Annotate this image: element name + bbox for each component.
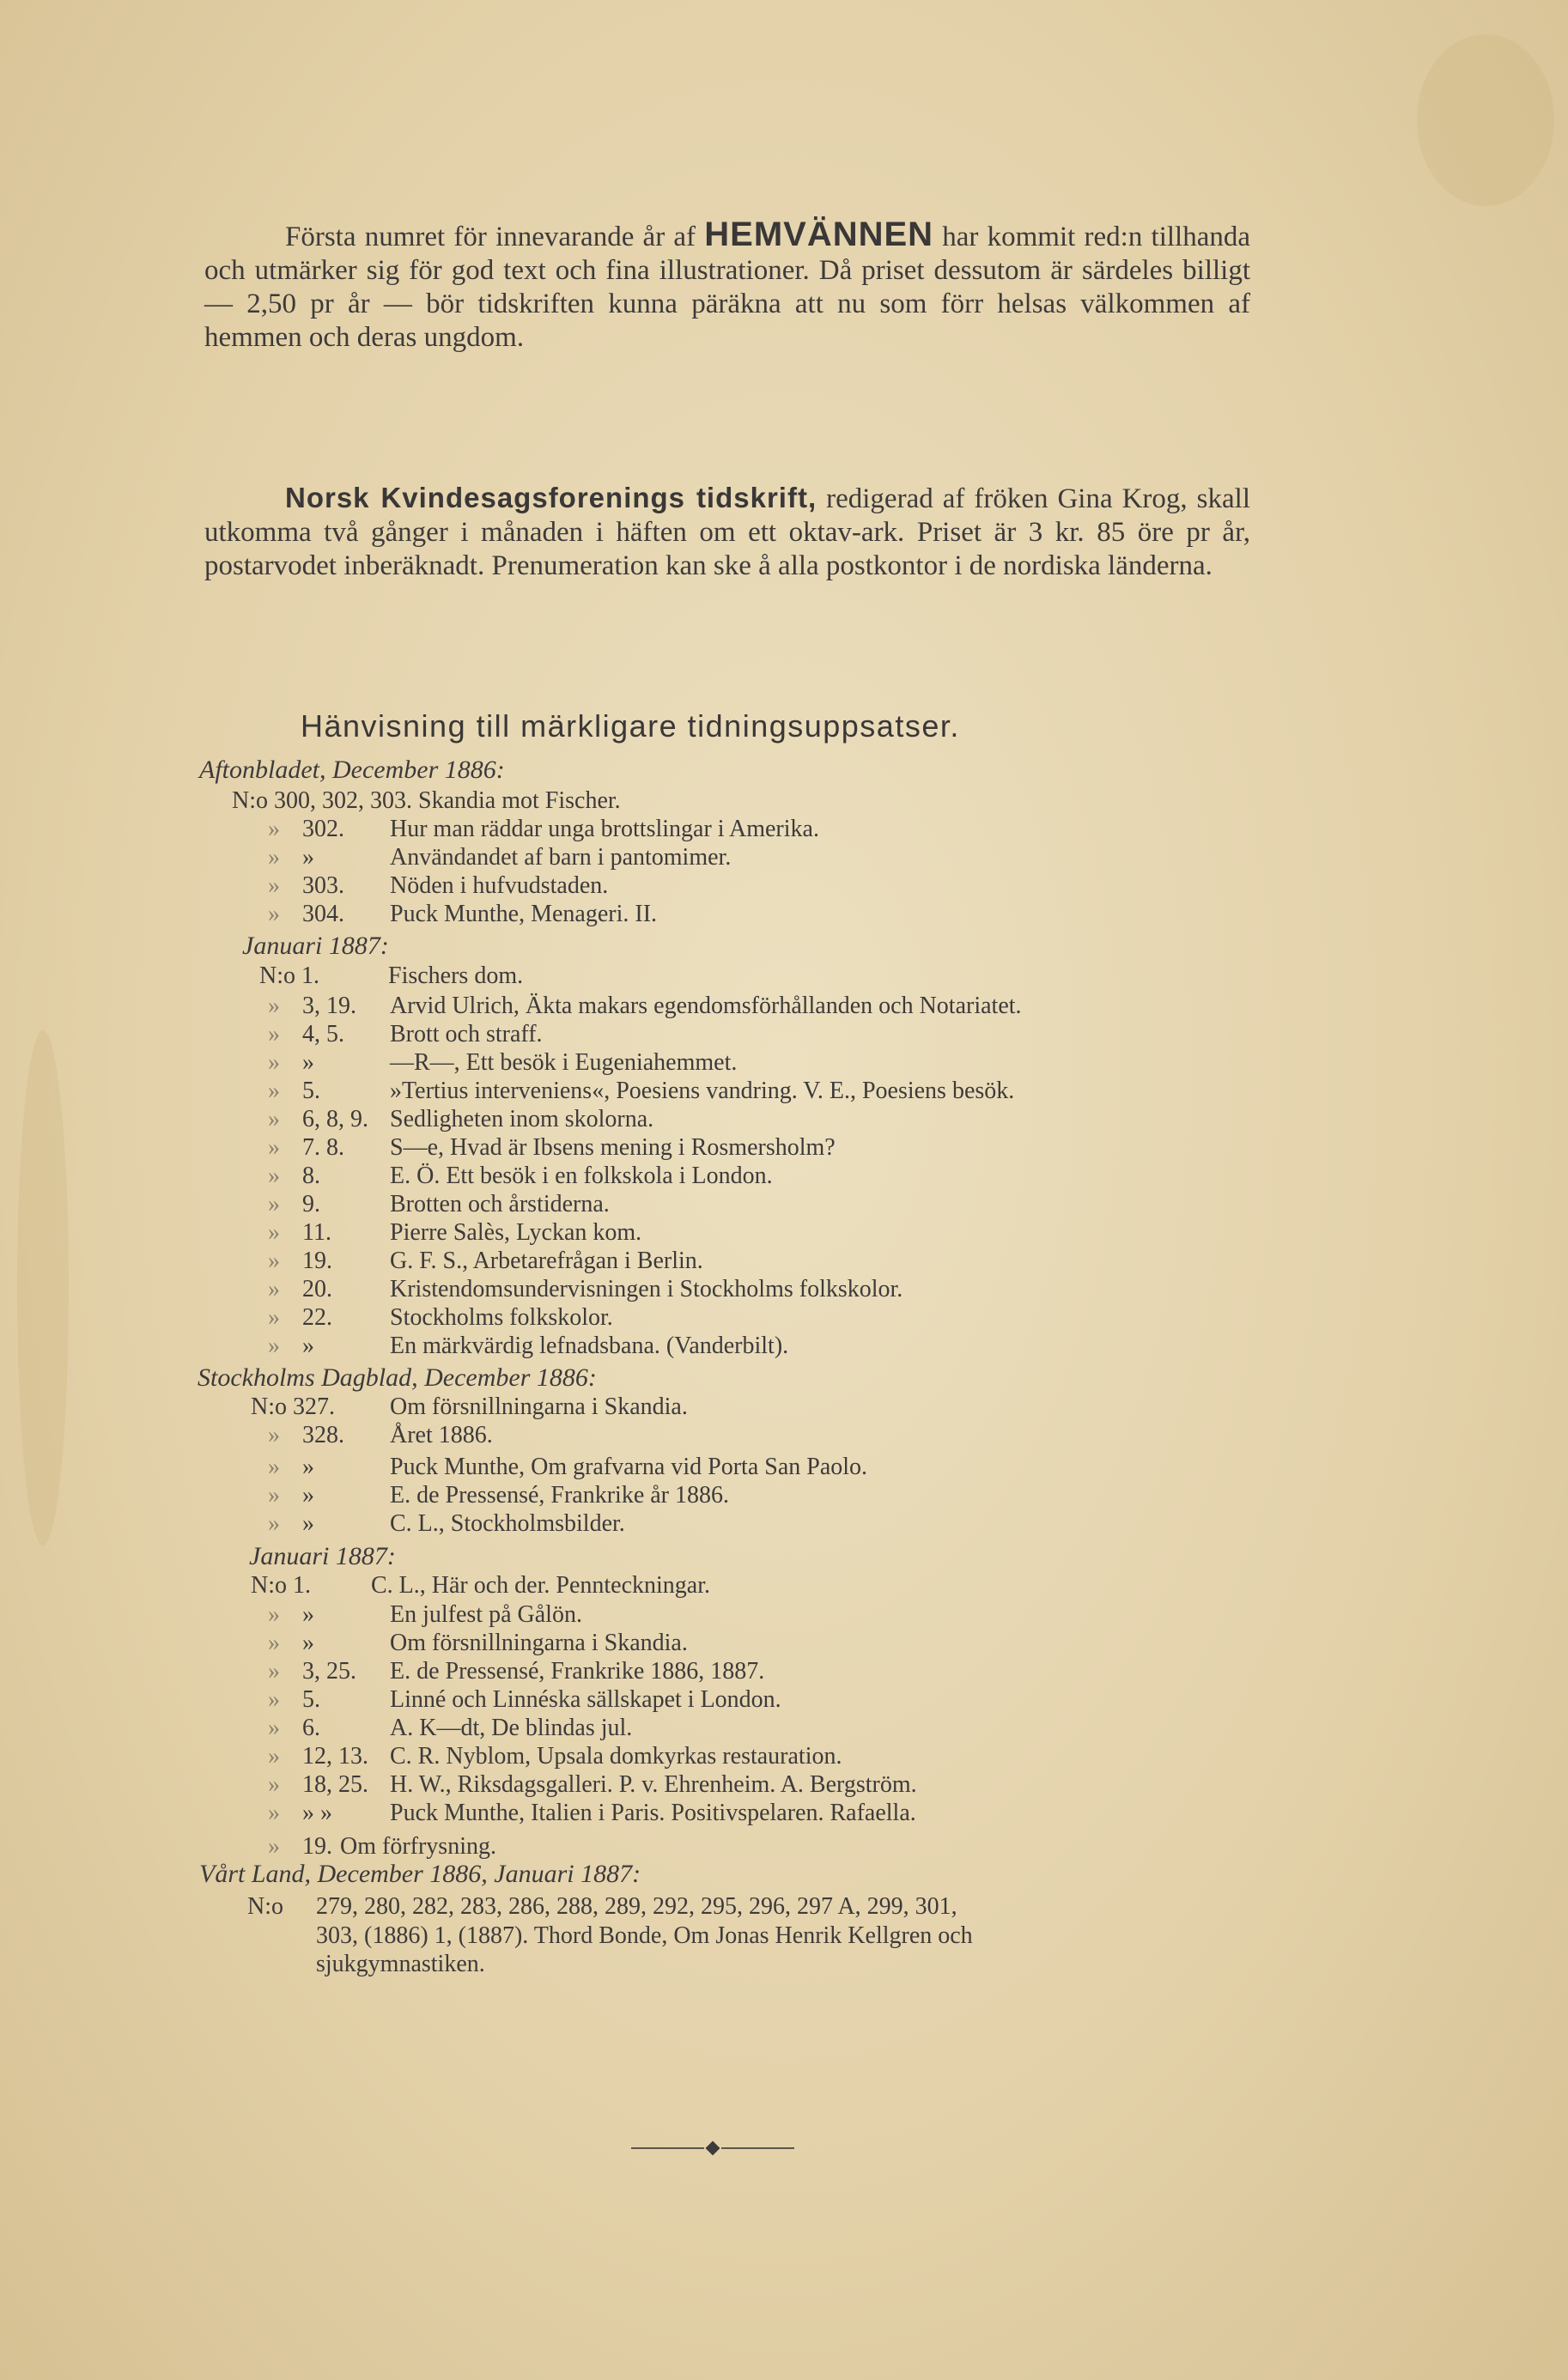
list-item <box>268 1107 653 1132</box>
list-item <box>268 1078 1014 1104</box>
section-heading: Hänvisning till märkligare tidningsuppsatser. <box>301 708 960 744</box>
section-aftonbladet: Aftonbladet, December 1886: <box>199 756 505 784</box>
entry-num: 8. <box>302 1163 320 1189</box>
entry-num: N:o 327. <box>251 1393 335 1420</box>
ditto-mark: » <box>268 1078 280 1104</box>
ditto-mark: » <box>268 1333 280 1359</box>
norsk-title: Norsk Kvindesagsforenings tidskrift, <box>285 482 817 513</box>
entry-num: 6. <box>302 1715 320 1741</box>
ditto-mark: » <box>268 1510 280 1537</box>
para1-body: kommit red:n tillhanda och utmärker sig för god text och fina illustrationer. Då priset dessutom är särdeles billigt — 2,50 pr år — bör tidskriften kunna päräkna att nu som förr helsas välkommen af hemmen och deras ungdom. <box>204 222 1251 353</box>
rule-line <box>721 2147 794 2149</box>
paper-stain <box>1417 34 1554 206</box>
ditto-mark: » <box>268 872 280 899</box>
entry-text: E. de Pressensé, Frankrike år 1886. <box>390 1482 730 1509</box>
entry-text: Brott och straff. <box>390 1021 543 1047</box>
entry-text: Nöden i hufvudstaden. <box>390 872 609 899</box>
list-item <box>268 902 657 927</box>
entry-num: 5. <box>302 1686 320 1713</box>
hemvannen-paragraph <box>204 218 1250 355</box>
entry-text: A. K—dt, De blindas jul. <box>390 1715 633 1741</box>
entry-num: » <box>302 1601 314 1628</box>
ditto-mark: » <box>268 1422 280 1448</box>
entry-text: Om försnillningarna i Skandia. <box>390 1393 688 1420</box>
ditto-mark: » <box>268 1833 280 1860</box>
ditto-mark: » <box>268 901 280 927</box>
entry-text: Puck Munthe, Menageri. II. <box>390 901 658 927</box>
entry-num: 5. <box>302 1078 320 1104</box>
entry-text: »Tertius interveniens«, Poesiens vandring. V. E., Poesiens besök. <box>390 1078 1015 1104</box>
list-item <box>268 993 1022 1019</box>
entry-text: E. Ö. Ett besök i en folkskola i London. <box>390 1163 773 1189</box>
entry-text: H. W., Riksdagsgalleri. P. v. Ehrenheim. A. Bergström. <box>390 1771 917 1798</box>
ornamental-rule <box>631 2142 794 2154</box>
ditto-mark: » <box>268 1276 280 1302</box>
list-item <box>268 1659 764 1685</box>
entry-text: G. F. S., Arbetarefrågan i Berlin. <box>390 1248 703 1274</box>
entry-num: 3, 25. <box>302 1658 356 1685</box>
ditto-mark: » <box>268 1601 280 1628</box>
list-item <box>251 1394 688 1420</box>
entry-text: Om förfrysning. <box>340 1833 496 1860</box>
entry-num: » <box>302 1333 314 1359</box>
ditto-mark: » <box>268 1686 280 1713</box>
list-item <box>268 817 819 842</box>
list-item <box>268 1305 613 1331</box>
entry-num: 19. <box>302 1248 332 1274</box>
entry-text: Användandet af barn i pantomimer. <box>390 844 732 871</box>
ditto-mark: » <box>268 1771 280 1798</box>
list-item <box>268 1687 781 1713</box>
ditto-mark: » <box>268 1800 280 1826</box>
entry-text: Skandia mot Fischer. <box>418 787 621 814</box>
entry-text: Pierre Salès, Lyckan kom. <box>390 1219 642 1246</box>
entry-num: 9. <box>302 1191 320 1217</box>
entry-num: » <box>302 1049 314 1076</box>
entry-num: 11. <box>302 1219 331 1246</box>
paper-stain <box>17 1030 69 1545</box>
entry-num: N:o 300, 302, 303. <box>232 787 412 814</box>
list-item <box>316 1952 485 1977</box>
entry-num: » <box>302 1454 314 1480</box>
entry-text: C. L., Här och der. Pennteckningar. <box>371 1572 711 1599</box>
list-item <box>268 1602 582 1628</box>
list-item <box>268 1192 610 1217</box>
ditto-mark: » <box>268 1743 280 1770</box>
entry-text: En märkvärdig lefnadsbana. (Vanderbilt). <box>390 1333 789 1359</box>
ditto-mark: » <box>268 1106 280 1132</box>
list-item <box>247 1894 957 1920</box>
rule-line <box>631 2147 704 2149</box>
list-item <box>268 1050 737 1076</box>
entry-text: S—e, Hvad är Ibsens mening i Rosmersholm? <box>390 1134 836 1161</box>
para2-body: redigerad af fröken Gina Krog, skall utkomma två gånger i månaden i häften om ett oktav-ark. Priset är 3 kr. 85 öre pr år, postarvodet inberäknadt. Prenumeration kan ske å alla postkontor i de nordiska länderna. <box>204 483 1250 581</box>
entry-num: 6, 8, 9. <box>302 1106 368 1132</box>
section-vart-land: Vårt Land, December 1886, Januari 1887: <box>199 1860 641 1888</box>
entry-text: sjukgymnastiken. <box>316 1951 485 1977</box>
entry-text: 303, (1886) 1, (1887). Thord Bonde, Om Jonas Henrik Kellgren och <box>316 1922 973 1949</box>
section-januari-2: Januari 1887: <box>249 1542 396 1570</box>
ditto-mark: » <box>268 1304 280 1331</box>
entry-text: —R—, Ett besök i Eugeniahemmet. <box>390 1049 738 1076</box>
entry-num: 328. <box>302 1422 344 1448</box>
list-item <box>268 1483 729 1509</box>
ditto-mark: » <box>268 1630 280 1656</box>
list-item <box>251 1573 710 1599</box>
entry-num: 20. <box>302 1276 332 1302</box>
list-item <box>268 1423 493 1448</box>
ditto-mark: » <box>268 1658 280 1685</box>
list-item <box>268 1511 625 1537</box>
entry-num: N:o 1. <box>251 1572 311 1599</box>
list-item <box>268 1333 788 1359</box>
diamond-icon <box>706 2141 720 2156</box>
list-item <box>268 1454 867 1480</box>
entry-num: N:o <box>247 1893 283 1920</box>
ditto-mark: » <box>268 1248 280 1274</box>
list-item <box>259 963 523 989</box>
entry-text: C. R. Nyblom, Upsala domkyrkas restauration. <box>390 1743 842 1770</box>
entry-num: 4, 5. <box>302 1021 344 1047</box>
entry-text: C. L., Stockholmsbilder. <box>390 1510 625 1537</box>
entry-num: » <box>302 1482 314 1509</box>
section-januari-1: Januari 1887: <box>242 932 389 960</box>
entry-text: Hur man räddar unga brottslingar i Amerika. <box>390 816 819 842</box>
entry-text: Fischers dom. <box>388 962 524 989</box>
list-item <box>268 1630 688 1656</box>
entry-num: » <box>302 1510 314 1537</box>
ditto-mark: » <box>268 1454 280 1480</box>
list-item <box>268 1022 543 1047</box>
list-item <box>268 1248 703 1274</box>
entry-num: » <box>302 844 314 871</box>
entry-text: Arvid Ulrich, Äkta makars egendomsförhållanden och Notariatet. <box>390 993 1022 1019</box>
list-item <box>268 873 608 899</box>
list-item <box>268 1163 773 1189</box>
list-item <box>268 1715 632 1741</box>
entry-text: Linné och Linnéska sällskapet i London. <box>390 1686 781 1713</box>
entry-text: E. de Pressensé, Frankrike 1886, 1887. <box>390 1658 765 1685</box>
list-item <box>268 845 731 871</box>
ditto-mark: » <box>268 1021 280 1047</box>
list-item <box>316 1923 973 1949</box>
entry-text: Året 1886. <box>390 1422 493 1448</box>
entry-num: 302. <box>302 816 344 842</box>
entry-text: Brotten och årstiderna. <box>390 1191 610 1217</box>
list-item <box>268 1834 496 1860</box>
list-item <box>268 1800 916 1826</box>
ditto-mark: » <box>268 1163 280 1189</box>
ditto-mark: » <box>268 993 280 1019</box>
entry-num: 19. <box>302 1833 332 1860</box>
entry-text: Stockholms folkskolor. <box>390 1304 613 1331</box>
entry-num: N:o 1. <box>259 962 319 989</box>
ditto-mark: » <box>268 1049 280 1076</box>
para1-intro-end: har <box>942 222 979 252</box>
list-item <box>232 788 621 814</box>
entry-num: 12, 13. <box>302 1743 368 1770</box>
section-stockholms-dagblad: Stockholms Dagblad, December 1886: <box>198 1363 597 1392</box>
entry-num: 3, 19. <box>302 993 356 1019</box>
list-item <box>268 1277 903 1302</box>
entry-num: » » <box>302 1800 332 1826</box>
list-item <box>268 1744 842 1770</box>
list-item <box>268 1135 836 1161</box>
entry-text: Puck Munthe, Om grafvarna vid Porta San Paolo. <box>390 1454 868 1480</box>
ditto-mark: » <box>268 1219 280 1246</box>
entry-text: Puck Munthe, Italien i Paris. Positivspelaren. Rafaella. <box>390 1800 916 1826</box>
ditto-mark: » <box>268 1715 280 1741</box>
entry-text: Kristendomsundervisningen i Stockholms folkskolor. <box>390 1276 903 1302</box>
entry-text: En julfest på Gålön. <box>390 1601 582 1628</box>
norsk-paragraph <box>204 481 1250 583</box>
hemvannen-title: HEMVÄNNEN <box>704 216 934 253</box>
ditto-mark: » <box>268 816 280 842</box>
entry-text: Om försnillningarna i Skandia. <box>390 1630 688 1656</box>
ditto-mark: » <box>268 844 280 871</box>
entry-num: 18, 25. <box>302 1771 368 1798</box>
entry-num: 7. 8. <box>302 1134 344 1161</box>
list-item <box>268 1220 641 1246</box>
entry-text: Sedligheten inom skolorna. <box>390 1106 654 1132</box>
list-item <box>268 1772 917 1798</box>
entry-num: » <box>302 1630 314 1656</box>
ditto-mark: » <box>268 1191 280 1217</box>
para1-intro: Första numret för innevarande år af <box>285 222 696 252</box>
ditto-mark: » <box>268 1134 280 1161</box>
entry-num: 22. <box>302 1304 332 1331</box>
ditto-mark: » <box>268 1482 280 1509</box>
entry-text: 279, 280, 282, 283, 286, 288, 289, 292, 295, 296, 297 A, 299, 301, <box>316 1893 957 1920</box>
entry-num: 303. <box>302 872 344 899</box>
entry-num: 304. <box>302 901 344 927</box>
